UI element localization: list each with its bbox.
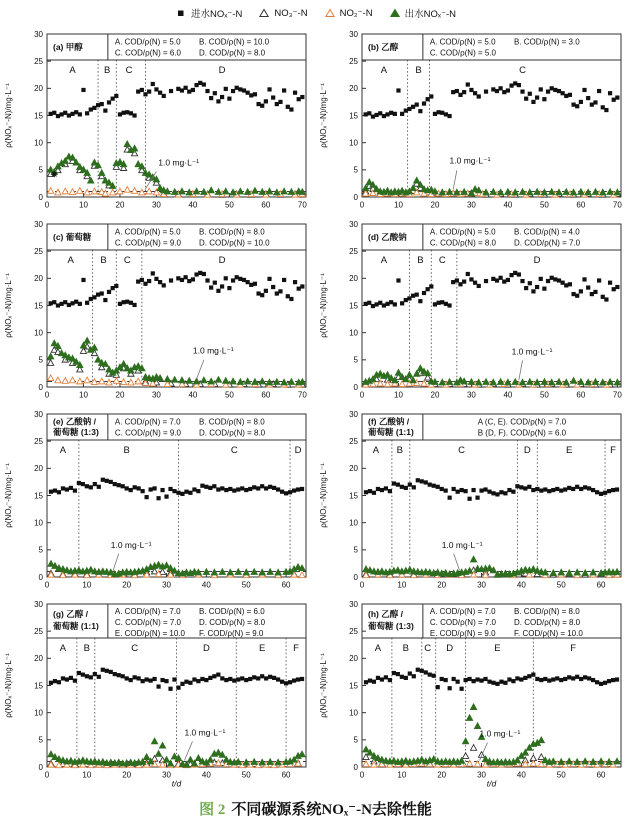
svg-text:70: 70 (612, 200, 622, 210)
phase-label: A (59, 643, 67, 654)
phase-label: A (69, 65, 76, 76)
svg-text:15: 15 (34, 301, 43, 311)
y-axis-label: ρ(NOₓ⁻-N)/mg·L⁻¹ (4, 83, 13, 148)
svg-text:25: 25 (349, 626, 358, 636)
svg-text:40: 40 (201, 770, 211, 780)
header-box (47, 34, 306, 60)
svg-text:C. COD/ρ(N) = 6.0: C. COD/ρ(N) = 6.0 (114, 48, 181, 58)
phase-label: A (380, 65, 388, 76)
svg-text:10: 10 (349, 708, 358, 718)
svg-text:20: 20 (437, 770, 447, 780)
svg-text:40: 40 (516, 770, 526, 780)
phase-label: B (417, 255, 424, 266)
legend (0, 6, 631, 20)
phase-label: E (258, 643, 266, 654)
phase-label: C (125, 65, 133, 76)
svg-text:D. COD/ρ(N) = 8.0: D. COD/ρ(N) = 8.0 (514, 618, 581, 627)
svg-text:25: 25 (34, 436, 43, 446)
svg-text:0: 0 (44, 200, 50, 210)
subplot-h (315, 598, 631, 793)
svg-text:60: 60 (596, 580, 606, 590)
svg-text:C. COD/ρ(N) = 7.0: C. COD/ρ(N) = 7.0 (429, 618, 496, 627)
legend-label: 出水NOₓ⁻-N (404, 9, 456, 20)
svg-text:D. COD/ρ(N) = 8.0: D. COD/ρ(N) = 8.0 (199, 428, 266, 438)
svg-text:A. COD/ρ(N) = 5.0: A. COD/ρ(N) = 5.0 (429, 227, 496, 237)
svg-text:B (D, F). COD/ρ(N) = 6.0: B (D, F). COD/ρ(N) = 6.0 (477, 428, 567, 438)
phase-label: A (380, 255, 388, 266)
svg-text:5: 5 (38, 355, 43, 365)
svg-text:30: 30 (34, 409, 43, 419)
svg-text:10: 10 (349, 138, 358, 148)
svg-text:10: 10 (394, 200, 403, 210)
svg-text:B. COD/ρ(N) = 4.0: B. COD/ρ(N) = 4.0 (514, 227, 580, 237)
svg-text:20: 20 (34, 654, 43, 664)
svg-text:B. COD/ρ(N) = 10.0: B. COD/ρ(N) = 10.0 (199, 37, 270, 47)
svg-text:30: 30 (34, 29, 43, 39)
svg-text:0: 0 (44, 580, 50, 590)
svg-text:30: 30 (477, 580, 486, 590)
x-axis-label: t/d (171, 778, 182, 788)
ref-line-label: 1.0 mg·L⁻¹ (511, 346, 553, 357)
ref-line-label: 1.0 mg·L⁻¹ (479, 728, 521, 739)
svg-text:70: 70 (297, 200, 307, 210)
subplot-a-chart (0, 28, 316, 218)
svg-text:D. COD/ρ(N) = 8.0: D. COD/ρ(N) = 8.0 (199, 618, 266, 627)
svg-text:40: 40 (188, 200, 198, 210)
subplot-title: (c) 葡萄糖 (53, 232, 92, 242)
phase-label: B (415, 65, 422, 76)
phase-label: C (424, 643, 432, 654)
svg-text:10: 10 (79, 200, 88, 210)
phase-label: D (446, 643, 454, 654)
subplot-title: (e) 乙酸钠 / (53, 416, 96, 427)
svg-text:50: 50 (556, 580, 566, 590)
svg-text:0: 0 (353, 572, 358, 582)
figure-caption (0, 798, 631, 819)
ref-line-label: 1.0 mg·L⁻¹ (449, 155, 491, 166)
svg-text:10: 10 (349, 518, 358, 528)
subplot-b (315, 28, 631, 223)
subplot-g (0, 598, 316, 793)
phase-label: B (83, 643, 91, 654)
svg-text:30: 30 (349, 29, 358, 39)
legend-item-influent (175, 6, 242, 20)
subplot-title: (a) 甲醇 (53, 42, 83, 52)
svg-text:C. COD/ρ(N) = 9.0: C. COD/ρ(N) = 9.0 (114, 428, 181, 438)
svg-text:25: 25 (349, 56, 358, 66)
svg-text:B. COD/ρ(N) = 6.0: B. COD/ρ(N) = 6.0 (199, 607, 265, 616)
svg-text:0: 0 (44, 390, 50, 400)
svg-text:0: 0 (359, 580, 365, 590)
svg-text:40: 40 (201, 580, 211, 590)
header-box (47, 224, 306, 250)
svg-text:10: 10 (34, 518, 43, 528)
subplot-a (0, 28, 316, 223)
svg-text:15: 15 (349, 301, 358, 311)
phase-label: D (218, 65, 226, 76)
caption-fig-label: 图 2 (199, 802, 226, 818)
y-axis-label: ρ(NOₓ⁻-N)/mg·L⁻¹ (4, 653, 13, 718)
svg-text:5: 5 (38, 735, 43, 745)
phase-label: C (438, 255, 446, 266)
svg-text:15: 15 (34, 491, 43, 501)
svg-text:0: 0 (44, 770, 50, 780)
svg-text:60: 60 (596, 770, 606, 780)
svg-text:A. COD/ρ(N) = 7.0: A. COD/ρ(N) = 7.0 (114, 607, 181, 616)
svg-text:30: 30 (162, 770, 171, 780)
svg-text:60: 60 (281, 770, 291, 780)
svg-text:D. COD/ρ(N) = 7.0: D. COD/ρ(N) = 7.0 (514, 238, 581, 248)
header-box (47, 414, 306, 440)
svg-text:40: 40 (516, 580, 526, 590)
svg-text:F. COD/ρ(N) = 9.0: F. COD/ρ(N) = 9.0 (199, 629, 264, 638)
svg-text:10: 10 (79, 390, 88, 400)
svg-text:20: 20 (34, 464, 43, 474)
subplot-title: 葡萄糖 (1:1) (53, 621, 99, 631)
svg-text:A. COD/ρ(N) = 7.0: A. COD/ρ(N) = 7.0 (114, 417, 181, 427)
series (48, 81, 306, 197)
svg-text:20: 20 (115, 390, 125, 400)
subplot-h-chart (315, 598, 631, 788)
subplot-title: (g) 乙醇 / (53, 609, 88, 619)
svg-text:20: 20 (349, 84, 358, 94)
svg-text:0: 0 (38, 192, 43, 202)
svg-text:C. COD/ρ(N) = 7.0: C. COD/ρ(N) = 7.0 (114, 618, 181, 627)
svg-text:D. COD/ρ(N) = 8.0: D. COD/ρ(N) = 8.0 (199, 48, 266, 58)
svg-text:25: 25 (349, 436, 358, 446)
subplot-title: (b) 乙醇 (368, 42, 399, 52)
svg-text:30: 30 (349, 219, 358, 229)
svg-text:E. COD/ρ(N) = 9.0: E. COD/ρ(N) = 9.0 (429, 629, 496, 638)
phase-label: A (67, 255, 74, 266)
svg-text:20: 20 (430, 200, 440, 210)
svg-text:5: 5 (353, 545, 358, 555)
svg-text:25: 25 (34, 56, 43, 66)
svg-text:15: 15 (34, 681, 43, 691)
phase-label: B (402, 643, 410, 654)
svg-text:10: 10 (34, 328, 43, 338)
triangle-open-orange-icon (324, 8, 336, 18)
svg-text:50: 50 (224, 390, 234, 400)
charts-grid (0, 28, 631, 788)
svg-text:20: 20 (349, 654, 358, 664)
svg-text:60: 60 (576, 390, 586, 400)
phase-label: D (523, 445, 531, 456)
caption-title: 不同碳源系统NOₓ⁻-N去除性能 (231, 802, 432, 818)
svg-text:50: 50 (539, 390, 549, 400)
ref-line-label: 1.0 mg·L⁻¹ (192, 345, 234, 356)
y-axis-label: ρ(NOₓ⁻-N)/mg·L⁻¹ (319, 83, 328, 148)
svg-text:15: 15 (349, 111, 358, 121)
phase-label: D (218, 255, 226, 266)
subplot-b-chart (315, 28, 631, 218)
svg-text:5: 5 (353, 165, 358, 175)
svg-text:50: 50 (224, 200, 234, 210)
svg-text:C. COD/ρ(N) = 9.0: C. COD/ρ(N) = 9.0 (114, 238, 181, 248)
svg-text:60: 60 (576, 200, 586, 210)
svg-text:A. COD/ρ(N) = 5.0: A. COD/ρ(N) = 5.0 (114, 227, 181, 237)
series (363, 478, 620, 577)
header-box (362, 414, 621, 440)
phase-label: C (458, 445, 466, 456)
ref-line-label: 1.0 mg·L⁻¹ (184, 727, 226, 738)
svg-text:30: 30 (151, 200, 161, 210)
svg-text:A. COD/ρ(N) = 7.0: A. COD/ρ(N) = 7.0 (429, 607, 496, 616)
svg-text:30: 30 (34, 219, 43, 229)
svg-text:30: 30 (477, 770, 486, 780)
svg-text:50: 50 (556, 770, 566, 780)
phase-label: C (123, 255, 131, 266)
svg-text:20: 20 (34, 84, 43, 94)
svg-text:D. COD/ρ(N) = 10.0: D. COD/ρ(N) = 10.0 (199, 238, 270, 248)
svg-text:25: 25 (34, 246, 43, 256)
phase-label: F (570, 643, 577, 654)
series (363, 81, 621, 197)
svg-text:10: 10 (397, 580, 407, 590)
svg-text:20: 20 (115, 200, 125, 210)
svg-text:0: 0 (353, 382, 358, 392)
legend-label: 进水NOₓ⁻-N (191, 9, 243, 20)
phase-label: C (519, 65, 526, 76)
svg-text:30: 30 (466, 390, 476, 400)
svg-text:B. COD/ρ(N) = 3.0: B. COD/ρ(N) = 3.0 (514, 37, 580, 47)
svg-text:20: 20 (122, 770, 132, 780)
series (363, 271, 621, 387)
svg-text:40: 40 (188, 390, 198, 400)
subplot-title: 葡萄糖 (1:3) (53, 427, 99, 437)
y-axis-label: ρ(NOₓ⁻-N)/mg·L⁻¹ (4, 273, 13, 338)
svg-text:5: 5 (353, 355, 358, 365)
svg-text:0: 0 (38, 382, 43, 392)
svg-text:A. COD/ρ(N) = 5.0: A. COD/ρ(N) = 5.0 (114, 37, 181, 47)
subplot-c-chart (0, 218, 316, 408)
svg-text:A. COD/ρ(N) = 5.0: A. COD/ρ(N) = 5.0 (429, 37, 496, 47)
svg-text:0: 0 (359, 390, 365, 400)
svg-text:E. COD/ρ(N) = 10.0: E. COD/ρ(N) = 10.0 (114, 629, 185, 638)
y-axis-label: ρ(NOₓ⁻-N)/mg·L⁻¹ (4, 463, 13, 528)
header-box (362, 604, 621, 638)
phase-label: E (566, 445, 573, 456)
subplot-title: (f) 乙酸钠 / (368, 416, 410, 427)
legend-item-no3 (258, 8, 307, 19)
subplot-e (0, 408, 316, 603)
phase-label: A (374, 643, 382, 654)
phase-label: D (533, 255, 541, 266)
phase-label: C (131, 643, 139, 654)
subplot-d (315, 218, 631, 413)
ref-line-label: 1.0 mg·L⁻¹ (110, 540, 152, 551)
svg-text:10: 10 (82, 770, 92, 780)
svg-text:0: 0 (359, 770, 365, 780)
triangle-filled-icon (389, 8, 401, 18)
phase-label: B (123, 445, 130, 456)
legend-item-effluent (389, 6, 456, 20)
ref-line-label: 1.0 mg·L⁻¹ (158, 157, 200, 168)
ref-line-label: 1.0 mg·L⁻¹ (441, 540, 483, 551)
svg-text:0: 0 (38, 762, 43, 772)
svg-text:0: 0 (353, 762, 358, 772)
svg-text:5: 5 (38, 545, 43, 555)
svg-text:10: 10 (349, 328, 358, 338)
series (48, 271, 306, 387)
phase-label: E (494, 643, 501, 654)
svg-text:30: 30 (151, 390, 161, 400)
svg-text:25: 25 (349, 246, 358, 256)
svg-text:20: 20 (122, 580, 132, 590)
svg-text:15: 15 (34, 111, 43, 121)
series (363, 668, 620, 767)
svg-text:20: 20 (34, 274, 43, 284)
legend-item-no2 (324, 8, 373, 19)
subplot-title: (d) 乙酸钠 (368, 232, 407, 242)
svg-text:25: 25 (34, 626, 43, 636)
subplot-title: (h) 乙醇 / (368, 609, 403, 619)
svg-text:70: 70 (612, 390, 622, 400)
phase-label: A (372, 445, 380, 456)
phase-label: F (293, 643, 299, 654)
svg-text:20: 20 (437, 580, 447, 590)
legend-label: NO₂⁻-N (339, 7, 373, 19)
svg-text:A (C, E). COD/ρ(N) = 7.0: A (C, E). COD/ρ(N) = 7.0 (477, 417, 567, 427)
svg-text:60: 60 (281, 580, 291, 590)
phase-label: B (104, 65, 111, 76)
triangle-open-icon (258, 8, 270, 18)
svg-text:20: 20 (349, 274, 358, 284)
header-box (362, 224, 621, 250)
phase-label: A (59, 445, 67, 456)
svg-text:C. COD/ρ(N) = 8.0: C. COD/ρ(N) = 8.0 (429, 238, 496, 248)
series (48, 478, 305, 578)
svg-text:40: 40 (503, 200, 513, 210)
svg-text:40: 40 (503, 390, 513, 400)
svg-text:15: 15 (349, 681, 358, 691)
phase-label: B (100, 255, 107, 266)
svg-text:B. COD/ρ(N) = 8.0: B. COD/ρ(N) = 8.0 (199, 227, 265, 237)
phase-label: F (610, 445, 616, 456)
svg-text:30: 30 (466, 200, 476, 210)
svg-text:10: 10 (34, 138, 43, 148)
svg-text:0: 0 (38, 572, 43, 582)
svg-text:20: 20 (349, 464, 358, 474)
y-axis-label: ρ(NOₓ⁻-N)/mg·L⁻¹ (319, 653, 328, 718)
svg-text:B. COD/ρ(N) = 8.0: B. COD/ρ(N) = 8.0 (514, 607, 580, 616)
y-axis-label: ρ(NOₓ⁻-N)/mg·L⁻¹ (319, 273, 328, 338)
subplot-d-chart (315, 218, 631, 408)
svg-text:10: 10 (397, 770, 407, 780)
x-axis-label: t/d (486, 778, 497, 788)
subplot-f-chart (315, 408, 631, 598)
header-box (362, 34, 621, 60)
svg-text:30: 30 (162, 580, 171, 590)
svg-text:0: 0 (359, 200, 365, 210)
subplot-f (315, 408, 631, 603)
svg-text:30: 30 (349, 599, 358, 609)
subplot-title: 葡萄糖 (1:3) (368, 621, 414, 631)
svg-text:60: 60 (261, 200, 271, 210)
phase-label: B (396, 445, 404, 456)
svg-text:F. COD/ρ(N) = 10.0: F. COD/ρ(N) = 10.0 (514, 629, 583, 638)
svg-text:0: 0 (353, 192, 358, 202)
svg-text:C. COD/ρ(N) = 5.0: C. COD/ρ(N) = 5.0 (429, 48, 496, 58)
y-axis-label: ρ(NOₓ⁻-N)/mg·L⁻¹ (319, 463, 328, 528)
svg-text:50: 50 (241, 580, 251, 590)
svg-text:10: 10 (394, 390, 403, 400)
subplot-c (0, 218, 316, 413)
svg-text:10: 10 (82, 580, 92, 590)
svg-text:10: 10 (34, 708, 43, 718)
svg-text:15: 15 (349, 491, 358, 501)
svg-text:60: 60 (261, 390, 271, 400)
svg-text:50: 50 (241, 770, 251, 780)
square-filled-icon (175, 8, 187, 18)
header-box (47, 604, 306, 638)
subplot-g-chart (0, 598, 316, 788)
svg-text:20: 20 (430, 390, 440, 400)
subplot-e-chart (0, 408, 316, 598)
legend-label: NO₃⁻-N (274, 7, 308, 19)
phase-label: D (202, 643, 210, 654)
svg-text:70: 70 (297, 390, 307, 400)
svg-text:30: 30 (34, 599, 43, 609)
phase-label: D (294, 445, 302, 456)
svg-text:50: 50 (539, 200, 549, 210)
svg-text:5: 5 (353, 735, 358, 745)
subplot-title: 葡萄糖 (1:1) (368, 427, 414, 437)
svg-text:5: 5 (38, 165, 43, 175)
phase-label: C (230, 445, 238, 456)
svg-text:B. COD/ρ(N) = 8.0: B. COD/ρ(N) = 8.0 (199, 417, 265, 427)
svg-text:30: 30 (349, 409, 358, 419)
